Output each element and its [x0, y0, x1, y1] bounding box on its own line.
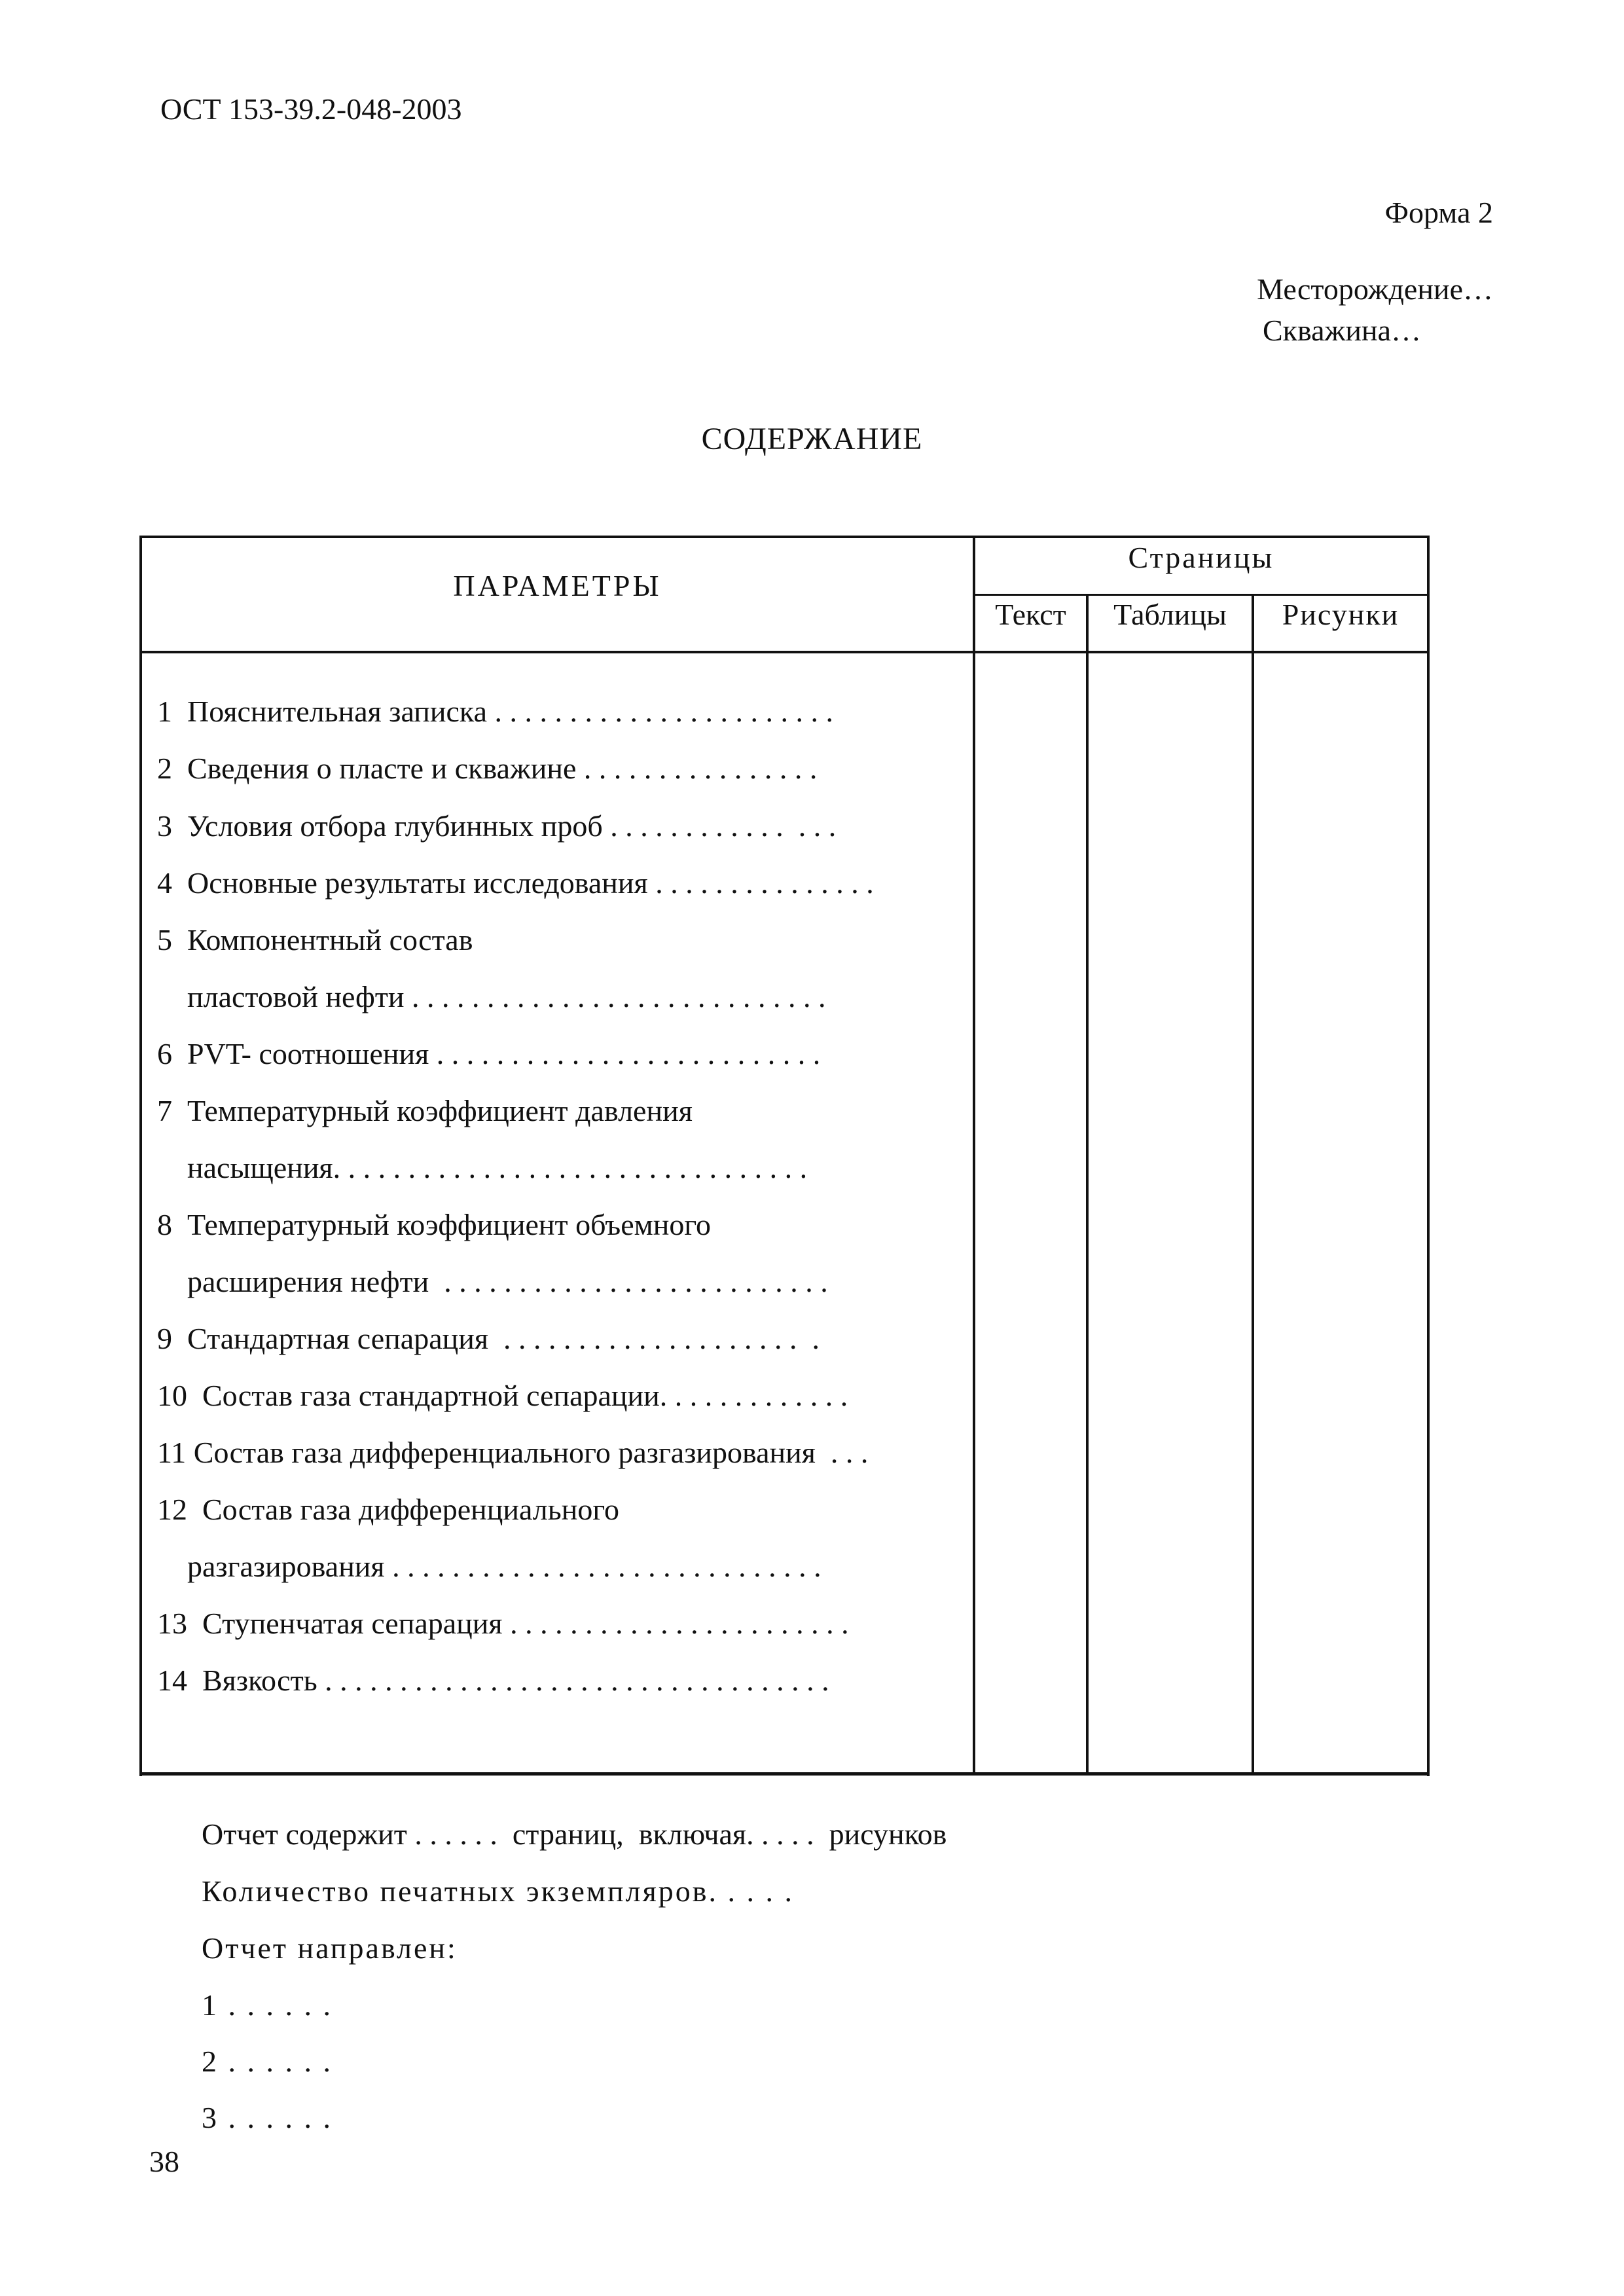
toc-row: 6 PVT- соотношения . . . . . . . . . . . . . . . . . . . . . . . . . .: [157, 1037, 821, 1070]
report-contains-line: Отчет содержит . . . . . . страниц, включая. . . . . рисунков: [202, 1817, 947, 1851]
header-params: ПАРАМЕТРЫ: [453, 569, 662, 602]
toc-row: 9 Стандартная сепарация . . . . . . . . . . . . . . . . . . . . .: [157, 1322, 820, 1355]
toc-row: 10 Состав газа стандартной сепарации. . . . . . . . . . . . .: [157, 1379, 848, 1412]
column-divider-tables: [1252, 594, 1254, 1775]
table-subheader-divider: [975, 594, 1428, 596]
page-number: 38: [149, 2145, 179, 2178]
toc-row: 5 Компонентный состав: [157, 923, 473, 957]
column-divider-text: [1086, 594, 1089, 1775]
sent-to-line: Отчет направлен:: [202, 1931, 458, 1965]
toc-row: 1 Пояснительная записка . . . . . . . . . . . . . . . . . . . . . . .: [157, 695, 834, 728]
field-line: Месторождение…: [1257, 272, 1493, 306]
document-code: ОСТ 153-39.2-048-2003: [160, 92, 462, 126]
toc-row: 2 Сведения о пласте и скважине . . . . . . . . . . . . . . . .: [157, 752, 818, 785]
header-figures: Рисунки: [1282, 598, 1399, 631]
header-pages: Страницы: [1128, 541, 1274, 574]
toc-row: 11 Состав газа дифференциального разгазирования . . .: [157, 1436, 869, 1469]
well-line: Скважина…: [1263, 314, 1421, 347]
toc-row: 7 Температурный коэффициент давления: [157, 1094, 693, 1127]
toc-row: пластовой нефти . . . . . . . . . . . . . . . . . . . . . . . . . . . .: [157, 980, 826, 1013]
toc-row: 12 Состав газа дифференциального: [157, 1493, 620, 1526]
toc-row: 3 Условия отбора глубинных проб . . . . . . . . . . . . . . .: [157, 809, 837, 843]
copies-line: Количество печатных экземпляров. . . . .: [202, 1874, 794, 1908]
toc-row: 13 Ступенчатая сепарация . . . . . . . . . . . . . . . . . . . . . . .: [157, 1607, 849, 1640]
recipient-line: 1 . . . . . .: [202, 1988, 333, 2022]
table-border-top: [142, 536, 1429, 538]
recipient-line: 2 . . . . . .: [202, 2045, 333, 2078]
recipient-line: 3 . . . . . .: [202, 2101, 333, 2134]
table-border-left: [139, 536, 142, 1776]
toc-row: насыщения. . . . . . . . . . . . . . . . . . . . . . . . . . . . . . . .: [157, 1151, 808, 1184]
toc-row: разгазирования . . . . . . . . . . . . . . . . . . . . . . . . . . . . .: [157, 1550, 821, 1583]
header-tables: Таблицы: [1113, 598, 1227, 631]
column-divider-params: [973, 536, 975, 1775]
toc-row: 14 Вязкость . . . . . . . . . . . . . . . . . . . . . . . . . . . . . . . . . .: [157, 1664, 829, 1697]
header-text: Текст: [995, 598, 1066, 631]
table-header-divider: [142, 651, 1429, 653]
toc-row: 4 Основные результаты исследования . . . . . . . . . . . . . . .: [157, 866, 874, 900]
toc-row: расширения нефти . . . . . . . . . . . . . . . . . . . . . . . . . .: [157, 1265, 828, 1298]
toc-row: 8 Температурный коэффициент объемного: [157, 1208, 712, 1241]
form-number: Форма 2: [1384, 196, 1493, 229]
page-title: СОДЕРЖАНИЕ: [701, 422, 923, 456]
table-border-right: [1427, 536, 1430, 1776]
table-border-bottom: [139, 1772, 1430, 1776]
